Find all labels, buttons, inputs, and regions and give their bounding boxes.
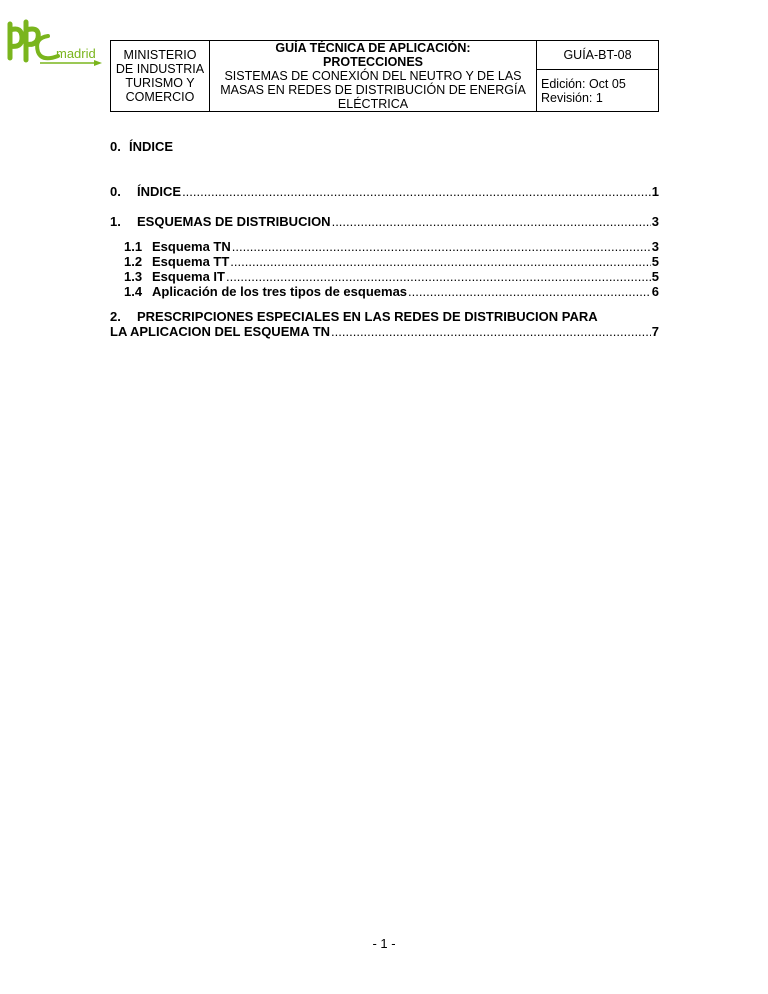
- ministry-line: COMERCIO: [125, 90, 195, 104]
- edition-cell: [537, 70, 659, 112]
- guide-code: GUÍA-BT-08: [537, 41, 659, 70]
- toc-title: Esquema IT: [152, 269, 225, 284]
- toc-page: 3: [651, 239, 659, 254]
- toc-number: 1.4: [124, 284, 143, 299]
- toc-page: 7: [651, 324, 659, 339]
- toc-leader: [230, 254, 650, 269]
- toc-leader: [331, 324, 651, 339]
- toc-title: Esquema TT: [152, 254, 230, 269]
- toc-leader: [332, 214, 651, 229]
- toc-title: ESQUEMAS DE DISTRIBUCION: [137, 214, 331, 229]
- toc-leader: [408, 284, 651, 299]
- toc-title: PRESCRIPCIONES ESPECIALES EN LAS REDES DE DISTRIBUCION PARA: [137, 309, 598, 324]
- toc-number: 1.2: [124, 254, 143, 269]
- title-line: MASAS EN REDES DE DISTRIBUCIÓN DE ENERGÍA: [220, 83, 526, 97]
- title-line: SISTEMAS DE CONEXIÓN DEL NEUTRO Y DE LAS: [224, 69, 522, 83]
- title-line: GUÍA TÉCNICA DE APLICACIÓN:: [275, 41, 471, 55]
- ministry-cell: [111, 41, 210, 112]
- toc-number: 1.1: [124, 239, 143, 254]
- toc-number: 2.: [110, 309, 121, 324]
- toc-subsection-list: [110, 239, 659, 299]
- toc-entry-esquema-tt[interactable]: [110, 254, 659, 269]
- ministry-line: MINISTERIO: [123, 48, 197, 62]
- title-line: ELÉCTRICA: [337, 97, 409, 111]
- document-header: [110, 40, 659, 112]
- toc-title: LA APLICACION DEL ESQUEMA TN: [110, 324, 331, 339]
- toc-page: 5: [651, 269, 659, 284]
- toc-leader: [182, 184, 651, 199]
- toc-leader: [226, 269, 651, 284]
- section-heading: [110, 139, 173, 154]
- toc-title: Aplicación de los tres tipos de esquemas: [152, 284, 408, 299]
- toc-entry-indice[interactable]: [110, 184, 659, 199]
- page-number: - 1 -: [372, 936, 396, 951]
- revision: Revisión: 1: [541, 90, 603, 105]
- toc-title: ÍNDICE: [137, 184, 182, 199]
- toc-number: 0.: [110, 184, 121, 199]
- toc-entry-esquema-tn[interactable]: [110, 239, 659, 254]
- toc-number: 1.: [110, 214, 121, 229]
- title-line: PROTECCIONES: [322, 55, 423, 69]
- toc-page: 3: [651, 214, 659, 229]
- toc-entry-prescripciones[interactable]: [110, 309, 659, 339]
- ministry-line: DE INDUSTRIA: [115, 62, 205, 76]
- toc-title: Esquema TN: [152, 239, 231, 254]
- toc-leader: [232, 239, 651, 254]
- toc-entry-esquemas[interactable]: [110, 214, 659, 229]
- logo: [4, 16, 104, 66]
- toc-page: 6: [651, 284, 659, 299]
- toc-number: 1.3: [124, 269, 143, 284]
- toc-entry-esquema-it[interactable]: [110, 269, 659, 284]
- title-cell: [210, 41, 537, 112]
- logo-text: madrid: [56, 46, 96, 61]
- ministry-line: TURISMO Y: [125, 76, 195, 90]
- section-number: 0.: [110, 139, 121, 154]
- toc-page: 1: [651, 184, 659, 199]
- section-title: ÍNDICE: [129, 139, 174, 154]
- toc-page: 5: [651, 254, 659, 269]
- edition: Edición: Oct 05: [541, 76, 626, 91]
- toc-entry-aplicacion[interactable]: [110, 284, 659, 299]
